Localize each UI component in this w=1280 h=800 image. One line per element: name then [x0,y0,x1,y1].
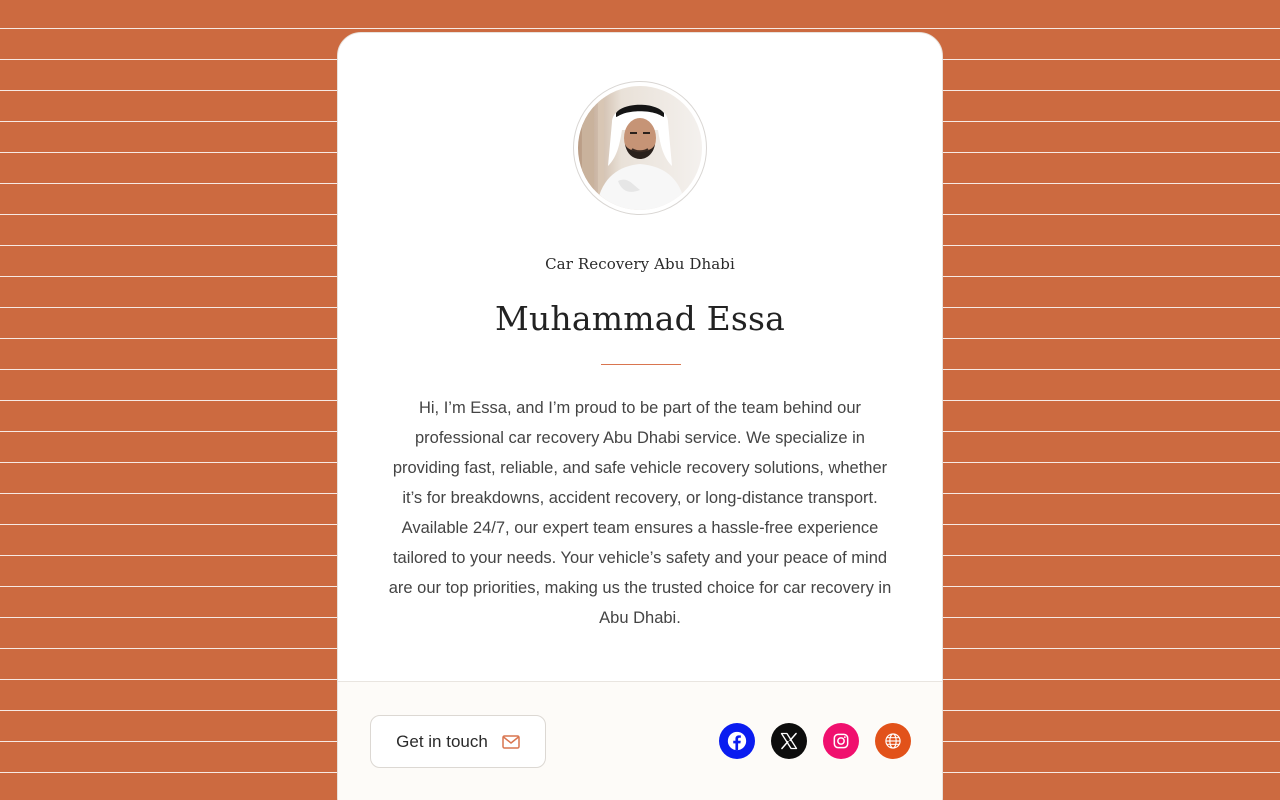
facebook-icon [726,730,748,752]
instagram-icon [831,731,851,751]
mail-icon [502,735,520,749]
x-icon [779,731,799,751]
website-link[interactable] [875,723,911,759]
x-link[interactable] [771,723,807,759]
profile-bio: Hi, I’m Essa, and I’m proud to be part of the team behind our professional car recovery Abu Dhabi service. We specialize in providing fast, reliable, and safe vehicle recovery solutions, whether it’s for breakdowns, accident recovery, or long-distance transport. Available 24/7, our expert team ensures a hassle-free experience tailored to your needs. Your vehicle’s safety and your peace of mind are our top priorities, making us the trusted choice for car recovery in Abu Dhabi. [388,399,892,627]
profile-subtitle: Car Recovery Abu Dhabi [545,255,735,273]
facebook-link[interactable] [719,723,755,759]
profile-card [337,32,943,800]
avatar [578,86,702,210]
title-divider [601,364,681,365]
social-links [719,723,911,759]
globe-icon [883,731,903,751]
avatar-frame [573,81,707,215]
get-in-touch-button[interactable] [370,715,546,768]
card-footer [338,681,942,800]
get-in-touch-label: Get in touch [396,731,488,751]
instagram-link[interactable] [823,723,859,759]
profile-name: Muhammad Essa [494,299,786,338]
